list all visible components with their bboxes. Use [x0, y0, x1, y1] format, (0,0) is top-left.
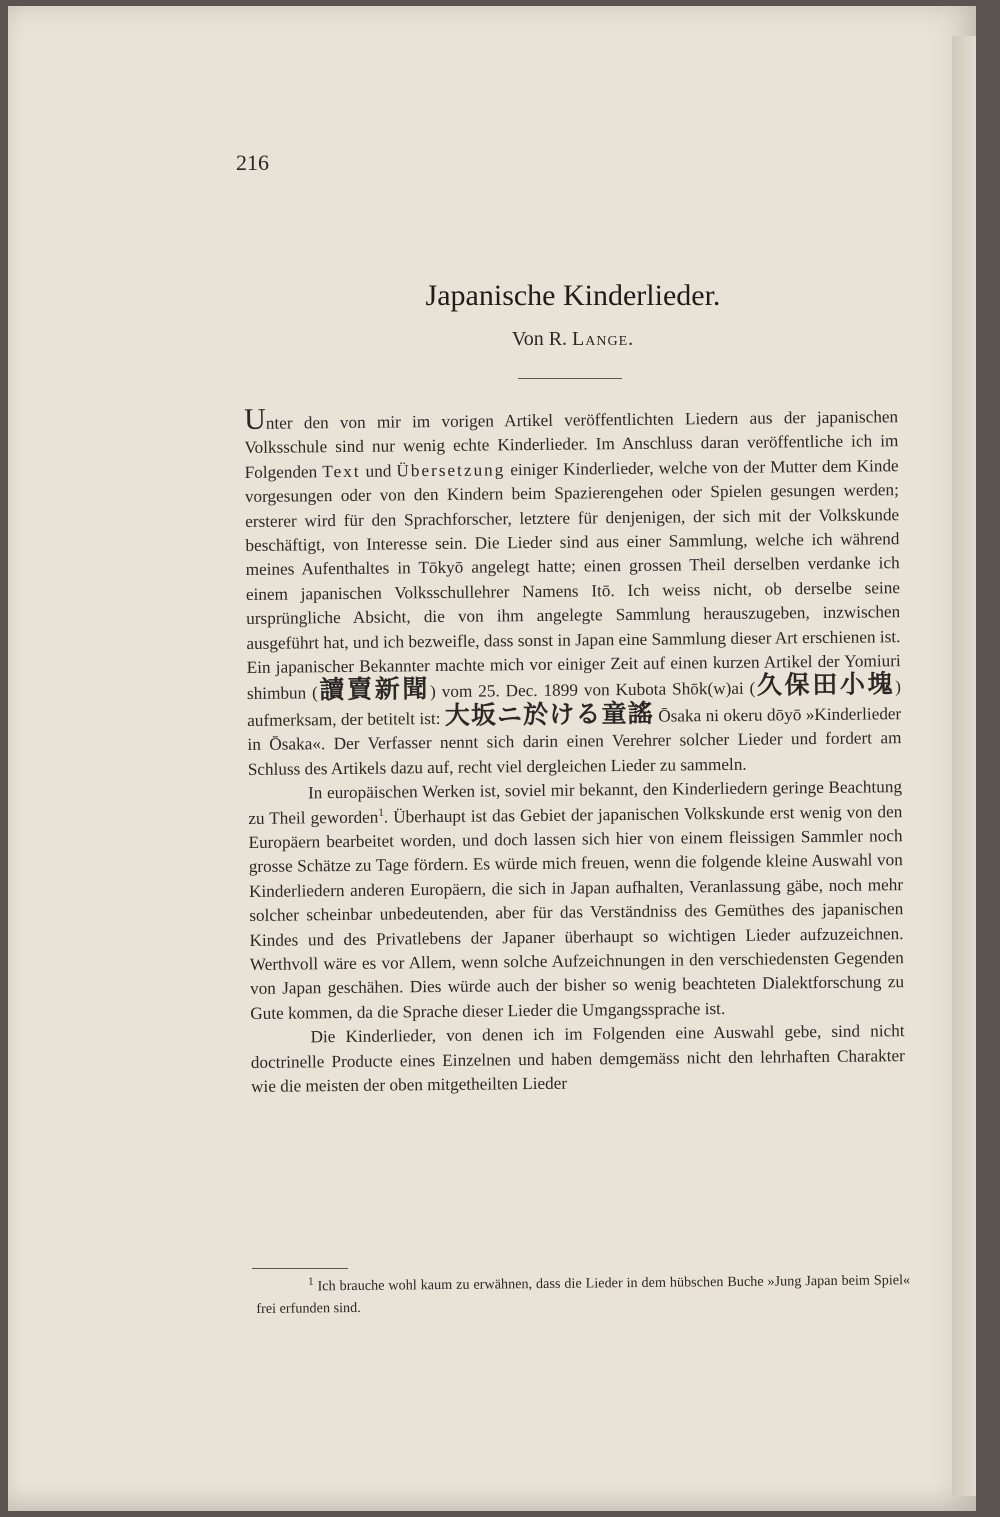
- page-edge-shadow: [952, 36, 976, 1496]
- drop-cap: U: [243, 402, 266, 436]
- page-number: 216: [236, 150, 269, 175]
- article-body: [244, 403, 905, 1099]
- footnote-reference: 1: [378, 806, 384, 819]
- paragraph-2: [248, 775, 905, 1026]
- paragraph-1-text-e: ) aufmerksam, der betitelt ist:: [247, 677, 902, 730]
- spaced-word-text: Text: [322, 461, 361, 481]
- paragraph-1-text-b: und: [360, 461, 397, 481]
- author-line: [8, 328, 1000, 351]
- paragraph-2-text-a: In europäischen Werken ist, soviel mir bekannt, den Kinderliedern geringe Beachtung zu Theil geworden: [248, 777, 903, 828]
- paragraph-2-text-b: . Überhaupt ist das Gebiet der japanischen Volkskunde erst wenig von den Europäern bearbeitet worden, und doch lassen sich hier von einem fleissigen Sammler noch grosse Schätze zu Tage fördern. Es würde mich freuen, wenn die folgende kleine Auswahl von Kinderliedern anderen Europäern, die sich in Japan aufhalten, Veranlassung gäbe, noch mehr solcher scheinbar unbedeutenden, aber für das Verständniss des Gemüthes des japanischen Kindes und des Privatlebens der Japaner überhaupt so wichtigen Lieder aufzuzeichnen. Werthvoll wäre es vor Allem, wenn solche Aufzeichnungen in den verschiedensten Gegenden von Japan geschähen. Dies würde auch der bisher so wenig beachteten Dialektforschung zu Gute kommen, da die Sprache dieser Lieder die Umgangssprache ist.: [248, 801, 905, 1023]
- footnote-marker: 1: [307, 1275, 314, 1288]
- spaced-word-translation: Übersetzung: [396, 460, 506, 481]
- book-page: [8, 6, 976, 1511]
- footnote-divider: [252, 1268, 348, 1269]
- paragraph-1-text-f: Ōsaka ni okeru dōyō »Kinderlieder in Ōsaka«. Der Verfasser nennt sich darin einen Verehrer solcher Lieder und fordert am Schluss des Artikels dazu auf, recht viel dergleichen Lieder zu sammeln.: [247, 704, 902, 779]
- paragraph-1-text-c: einiger Kinderlieder, welche von der Mutter dem Kinde vorgesungen oder von den Kindern beim Spazierengehen oder Spielen gesungen werden; ersterer wird für den Sprachforscher, letztere für denjenigen, der sich mit der Volkskunde beschäftigt, von Interesse sein. Die Lieder sind aus einer Sammlung, welche ich während meines Aufenthaltes in Tōkyō angelegt hatte; einen grossen Theil derselben verdanke ich einem japanischen Volksschullehrer Namens Itō. Ich weiss nicht, ob derselbe seine ursprüngliche Absicht, die von ihm angelegte Sammlung herauszugeben, inzwischen ausgeführt hat, und ich bezweifle, dass sonst in Japan eine Sammlung dieser Art erschienen ist. Ein japanischer Bekannter machte mich vor einiger Zeit auf einen kurzen Artikel der Yomiuri shimbun (: [244, 455, 901, 704]
- footnote-text: Ich brauche wohl kaum zu erwähnen, dass die Lieder in dem hübschen Buche »Jung Japan beim Spiel« frei erfunden sind.: [256, 1272, 911, 1317]
- article-title: Japanische Kinderlieder.: [425, 279, 721, 312]
- kanji-osaka-doyo: 大坂ニ於ける童謠: [444, 700, 654, 730]
- footnote: [256, 1269, 910, 1320]
- paragraph-1-text-d: ) vom 25. Dec. 1899 von Kubota Shōk(w)ai (: [429, 679, 756, 702]
- author-name: Lange.: [572, 328, 635, 350]
- paragraph-3: Die Kinderlieder, von denen ich im Folgenden eine Auswahl gebe, sind nicht doctrinelle Producte eines Einzelnen und haben demgemäss nicht den lehrhaften Charakter wie die meisten der oben mitgetheilten Lieder: [250, 1021, 905, 1096]
- kanji-yomiuri-shimbun: 讀賣新聞: [317, 676, 431, 705]
- author-prefix: Von R.: [511, 328, 573, 350]
- title-divider: [518, 378, 622, 379]
- kanji-kubota: 久保田小塊: [755, 671, 896, 701]
- paragraph-1-text-a: nter den von mir im vorigen Artikel veröffentlichten Liedern aus der japanischen Volksschule sind nur wenig echte Kinderlieder. Im Anschluss daran veröffentliche ich im Folgenden: [244, 407, 899, 482]
- paragraph-1: [244, 403, 902, 782]
